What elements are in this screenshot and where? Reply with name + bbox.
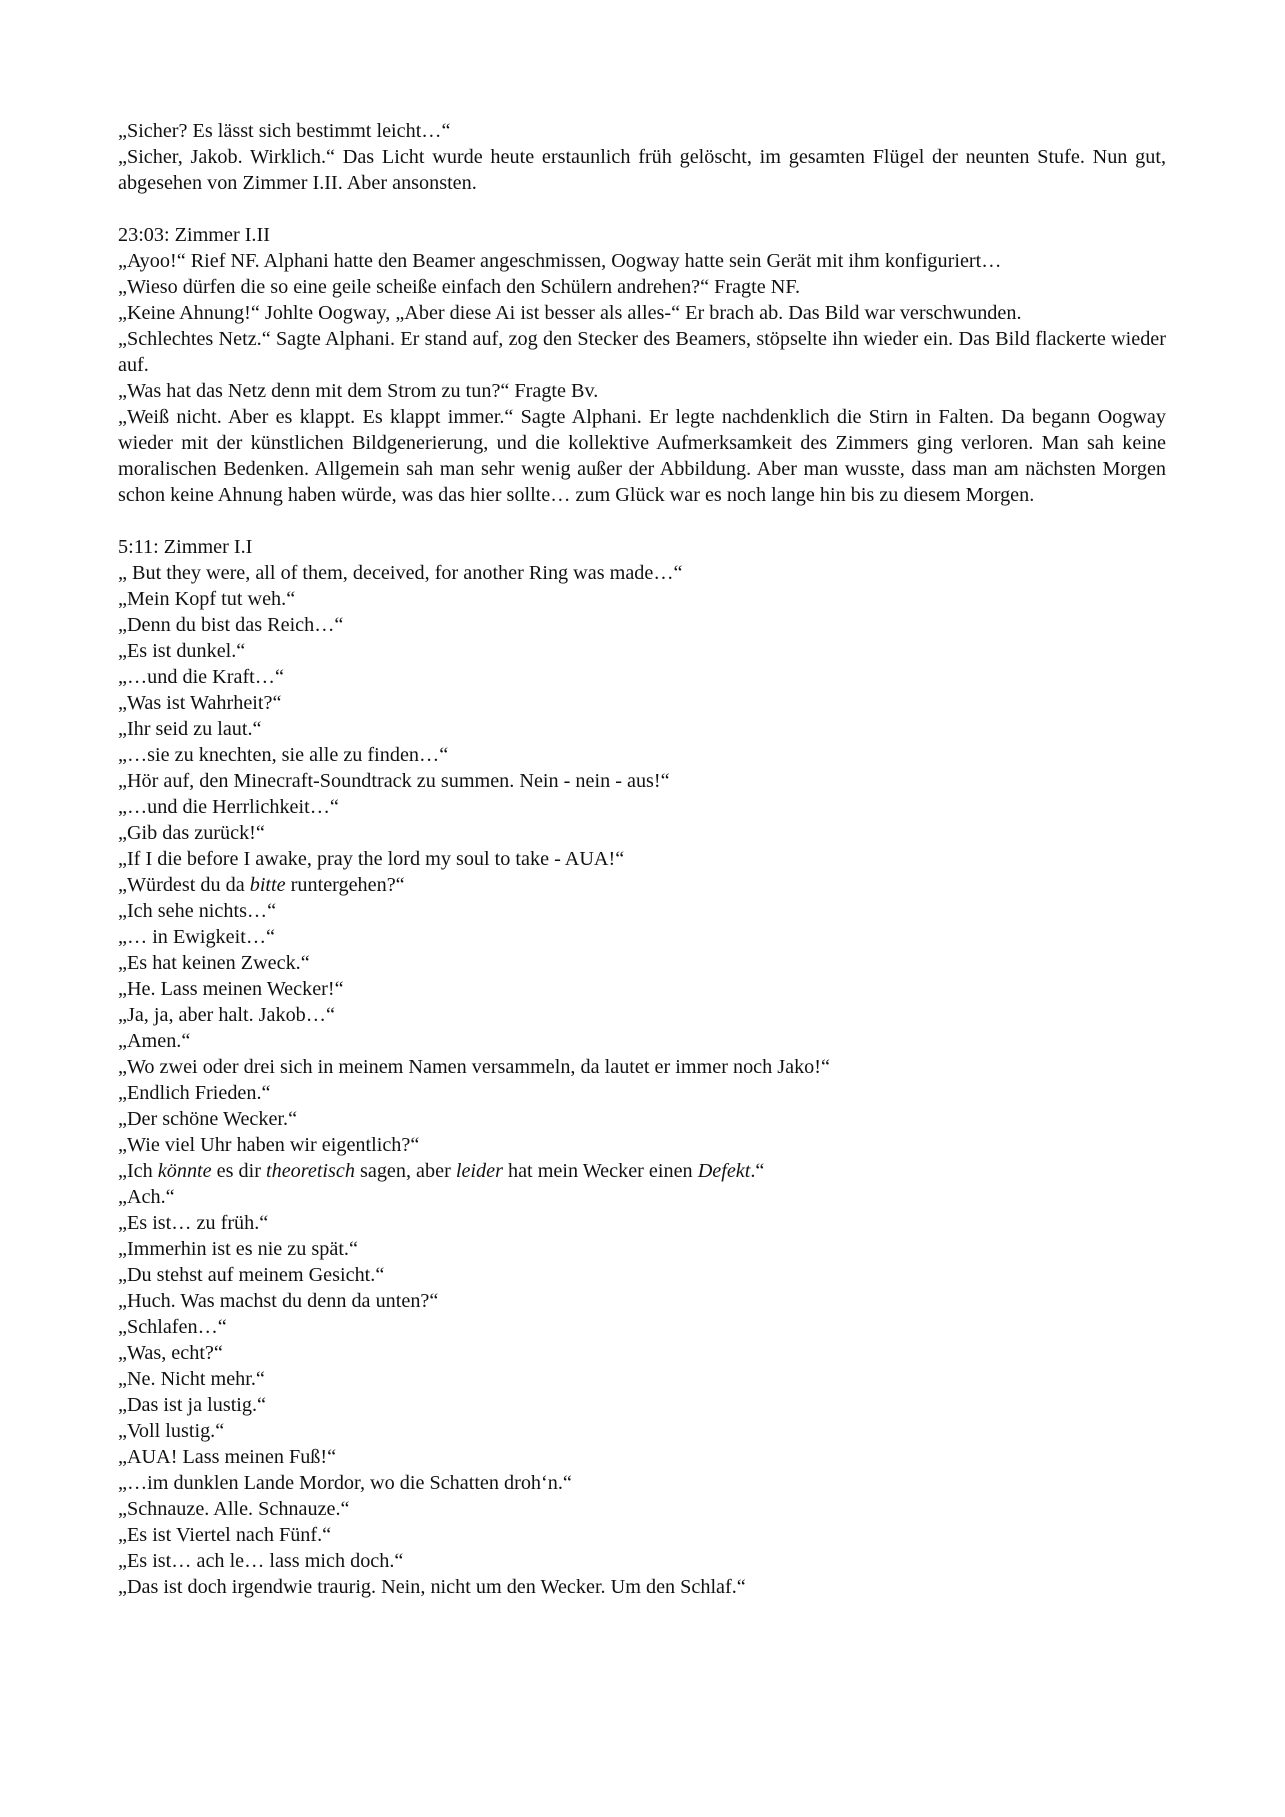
text-line: „Wieso dürfen die so eine geile scheiße einfach den Schülern andrehen?“ Fragte NF.: [118, 276, 800, 298]
text-paragraph: „Keine Ahnung!“ Johlte Oogway, „Aber diese Ai ist besser als alles-“ Er brach ab. Das Bild war verschwunden.: [118, 302, 1022, 324]
dialogue-line: „Was, echt?“: [118, 1342, 223, 1364]
dialogue-line: „…sie zu knechten, sie alle zu finden…“: [118, 744, 449, 766]
dialogue-line: „Ihr seid zu laut.“: [118, 718, 262, 740]
emphasis-text: theoretisch: [266, 1160, 355, 1182]
dialogue-line: „Es ist… zu früh.“: [118, 1212, 269, 1234]
dialogue-line: „Es ist… ach le… lass mich doch.“: [118, 1550, 404, 1572]
scene-heading: 23:03: Zimmer I.II: [118, 224, 270, 246]
dialogue-line: „Amen.“: [118, 1030, 191, 1052]
paragraph-gap: [118, 508, 1166, 534]
dialogue-line: „AUA! Lass meinen Fuß!“: [118, 1446, 337, 1468]
emphasis-text: Defekt: [697, 1160, 751, 1182]
dialogue-line: „ But they were, all of them, deceived, for another Ring was made…“: [118, 562, 683, 584]
dialogue-line: „Das ist doch irgendwie traurig. Nein, nicht um den Wecker. Um den Schlaf.“: [118, 1576, 746, 1598]
dialogue-line: „Ja, ja, aber halt. Jakob…“: [118, 1004, 335, 1026]
dialogue-line: „Huch. Was machst du denn da unten?“: [118, 1290, 439, 1312]
text-paragraph: „Weiß nicht. Aber es klappt. Es klappt immer.“ Sagte Alphani. Er legte nachdenklich die Stirn in Falten. Da begann Oogway wieder mit der künstlichen Bildgenerierung, und die kollektive Aufmerksamkeit des Zimmers ging verloren. Man sah keine moralischen Bedenken. Allgemein sah man sehr wenig außer der Abbildung. Aber man wusste, dass man am nächsten Morgen schon keine Ahnung haben würde, was das hier sollte… zum Glück war es noch lange hin bis zu diesem Morgen.: [118, 406, 1166, 506]
dialogue-line: „Ich sehe nichts…“: [118, 900, 277, 922]
emphasis-text: bitte: [249, 874, 286, 896]
text-span: hat mein Wecker einen: [502, 1160, 698, 1182]
dialogue-line: „Schnauze. Alle. Schnauze.“: [118, 1498, 350, 1520]
dialogue-line: „Der schöne Wecker.“: [118, 1108, 298, 1130]
dialogue-line: „Wie viel Uhr haben wir eigentlich?“: [118, 1134, 420, 1156]
text-paragraph: „Schlechtes Netz.“ Sagte Alphani. Er stand auf, zog den Stecker des Beamers, stöpselte ihn wieder ein. Das Bild flackerte wieder auf.: [118, 328, 1166, 376]
dialogue-line: „Denn du bist das Reich…“: [118, 614, 344, 636]
text-span: „Ich: [118, 1160, 158, 1182]
text-span: runtergehen?“: [285, 874, 405, 896]
dialogue-line: „… in Ewigkeit…“: [118, 926, 275, 948]
emphasis-text: könnte: [157, 1160, 212, 1182]
dialogue-line: „Was ist Wahrheit?“: [118, 692, 282, 714]
text-line: „Sicher? Es lässt sich bestimmt leicht…“: [118, 120, 451, 142]
text-span: „Würdest du da: [118, 874, 250, 896]
dialogue-line: „Wo zwei oder drei sich in meinem Namen versammeln, da lautet er immer noch Jako!“: [118, 1056, 830, 1078]
dialogue-line: „Hör auf, den Minecraft-Soundtrack zu summen. Nein - nein - aus!“: [118, 770, 670, 792]
dialogue-line: „Du stehst auf meinem Gesicht.“: [118, 1264, 385, 1286]
dialogue-line: „Voll lustig.“: [118, 1420, 225, 1442]
dialogue-line-defekt: [118, 1158, 1166, 1184]
text-span: .“: [750, 1160, 765, 1182]
text-paragraph: „Sicher, Jakob. Wirklich.“ Das Licht wurde heute erstaunlich früh gelöscht, im gesamten Flügel der neunten Stufe. Nun gut, abgesehen von Zimmer I.II. Aber ansonsten.: [118, 146, 1166, 194]
dialogue-line: „…und die Kraft…“: [118, 666, 284, 688]
dialogue-line: „Gib das zurück!“: [118, 822, 265, 844]
text-span: es dir: [211, 1160, 266, 1182]
dialogue-line: „…und die Herrlichkeit…“: [118, 796, 339, 818]
dialogue-line: „Immerhin ist es nie zu spät.“: [118, 1238, 358, 1260]
dialogue-line: „Es ist Viertel nach Fünf.“: [118, 1524, 332, 1546]
dialogue-line-bitte: [118, 872, 1166, 898]
dialogue-line: „Das ist ja lustig.“: [118, 1394, 267, 1416]
dialogue-line: „Ach.“: [118, 1186, 175, 1208]
dialogue-line: „…im dunklen Lande Mordor, wo die Schatten droh‘n.“: [118, 1472, 572, 1494]
dialogue-line: „Es hat keinen Zweck.“: [118, 952, 310, 974]
dialogue-line: „He. Lass meinen Wecker!“: [118, 978, 344, 1000]
emphasis-text: leider: [455, 1160, 503, 1182]
dialogue-line: „Es ist dunkel.“: [118, 640, 246, 662]
text-span: sagen, aber: [354, 1160, 456, 1182]
scene-heading: 5:11: Zimmer I.I: [118, 536, 253, 558]
dialogue-line: „Endlich Frieden.“: [118, 1082, 271, 1104]
paragraph-gap: [118, 196, 1166, 222]
dialogue-line: „If I die before I awake, pray the lord my soul to take - AUA!“: [118, 848, 625, 870]
document-body: [118, 118, 1166, 1600]
text-line: „Was hat das Netz denn mit dem Strom zu tun?“ Fragte Bv.: [118, 380, 599, 402]
text-line: „Ayoo!“ Rief NF. Alphani hatte den Beamer angeschmissen, Oogway hatte sein Gerät mit ihm konfiguriert…: [118, 250, 1002, 272]
dialogue-line: „Mein Kopf tut weh.“: [118, 588, 296, 610]
dialogue-line: „Ne. Nicht mehr.“: [118, 1368, 265, 1390]
dialogue-line: „Schlafen…“: [118, 1316, 227, 1338]
